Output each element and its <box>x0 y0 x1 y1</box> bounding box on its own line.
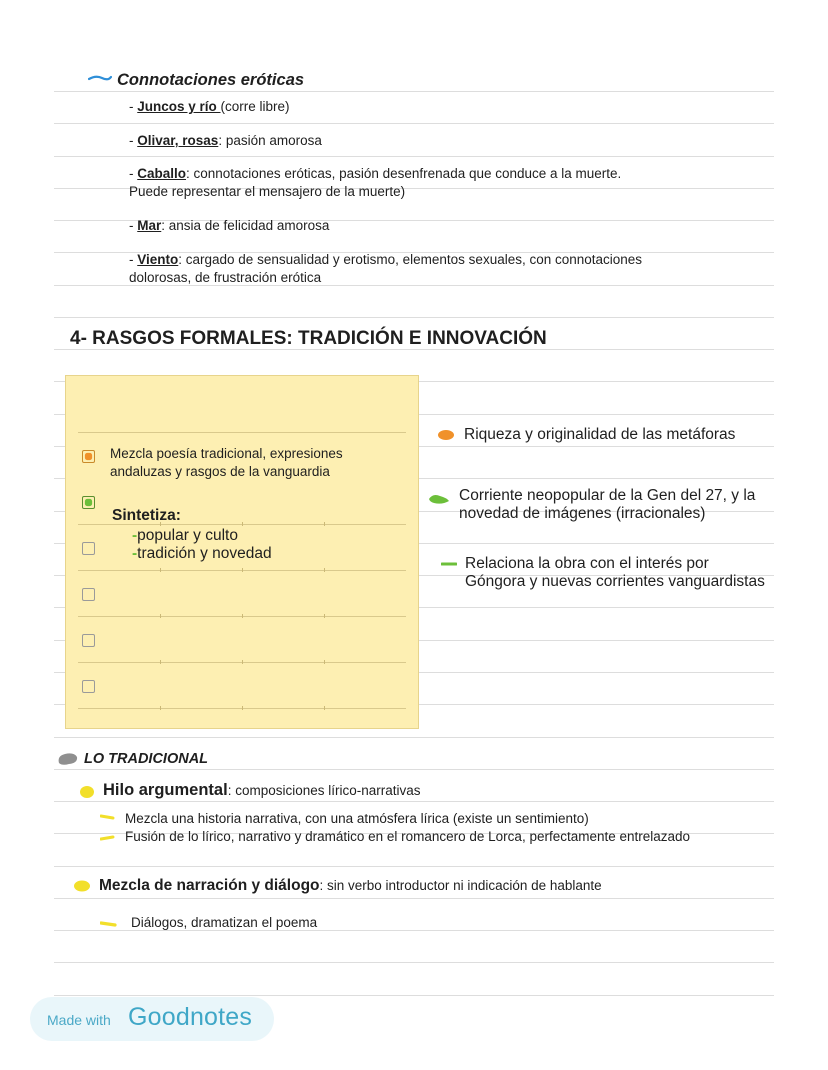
sintetiza-label: Sintetiza: <box>112 507 181 524</box>
list-item: - Viento: cargado de sensualidad y erotismo, elementos sexuales, con connotaciones <box>129 252 643 267</box>
green-mark-icon <box>85 499 92 506</box>
note-item-text: Mezcla poesía tradicional, expresiones andaluzas y rasgos de la vanguardia <box>110 446 343 479</box>
lo-tradicional-title: LO TRADICIONAL <box>84 751 209 767</box>
list-item: - Olivar, rosas: pasión amorosa <box>129 133 322 148</box>
checkbox[interactable] <box>82 496 95 509</box>
blue-stroke-icon <box>88 73 112 83</box>
sub-point: Mezcla una historia narrativa, con una atmósfera lírica (existe un sentimiento) <box>125 811 589 826</box>
point-text: Corriente neopopular de la Gen del 27, y la novedad de imágenes (irracionales) <box>459 487 756 522</box>
point-text: Riqueza y originalidad de las metáforas <box>464 426 736 443</box>
sticky-note[interactable] <box>65 375 419 729</box>
checkbox[interactable] <box>82 634 95 647</box>
point-text: Relaciona la obra con el interés por Góngora y nuevas corrientes vanguardistas <box>465 555 765 590</box>
checkbox[interactable] <box>82 680 95 693</box>
green-dash-icon <box>441 561 457 567</box>
green-mark-icon <box>427 492 451 506</box>
list-item-continuation: dolorosas, de frustración erótica <box>129 270 322 285</box>
note-subitem: -popular y culto <box>132 527 238 544</box>
list-item: - Caballo: connotaciones eróticas, pasión desenfrenada que conduce a la muerte. <box>129 166 622 181</box>
green-dash-icon: - <box>132 527 138 544</box>
made-with-label: Made with <box>47 1012 111 1028</box>
checkbox[interactable] <box>82 542 95 555</box>
sub-point: Diálogos, dramatizan el poema <box>131 915 318 930</box>
section-heading: 4- RASGOS FORMALES: TRADICIÓN E INNOVACIÓN <box>70 328 547 349</box>
hilo-argumental: Hilo argumental: composiciones lírico-narrativas <box>103 781 421 799</box>
goodnotes-logo: Goodnotes <box>128 1003 253 1031</box>
checkbox[interactable] <box>82 588 95 601</box>
yellow-dash-icon <box>100 814 116 820</box>
sub-point: Fusión de lo lírico, narrativo y dramático en el romancero de Lorca, perfectamente entrelazado <box>125 829 691 844</box>
list-item: - Juncos y río (corre libre) <box>129 99 290 114</box>
yellow-mark-icon <box>79 785 95 799</box>
yellow-dash-icon <box>100 834 116 842</box>
yellow-dash-icon <box>100 920 118 928</box>
list-item: - Mar: ansia de felicidad amorosa <box>129 218 330 233</box>
list-item-continuation: Puede representar el mensajero de la muerte) <box>129 184 406 199</box>
note-subitem: -tradición y novedad <box>132 545 272 562</box>
mezcla-narracion: Mezcla de narración y diálogo: sin verbo introductor ni indicación de hablante <box>99 877 602 894</box>
checkbox[interactable] <box>82 450 95 463</box>
orange-mark-icon <box>85 453 92 460</box>
yellow-mark-icon <box>73 879 91 893</box>
gray-mark-icon <box>56 751 80 767</box>
orange-mark-icon <box>437 429 455 441</box>
connotaciones-title: Connotaciones eróticas <box>117 71 305 89</box>
green-dash-icon: - <box>132 545 138 562</box>
